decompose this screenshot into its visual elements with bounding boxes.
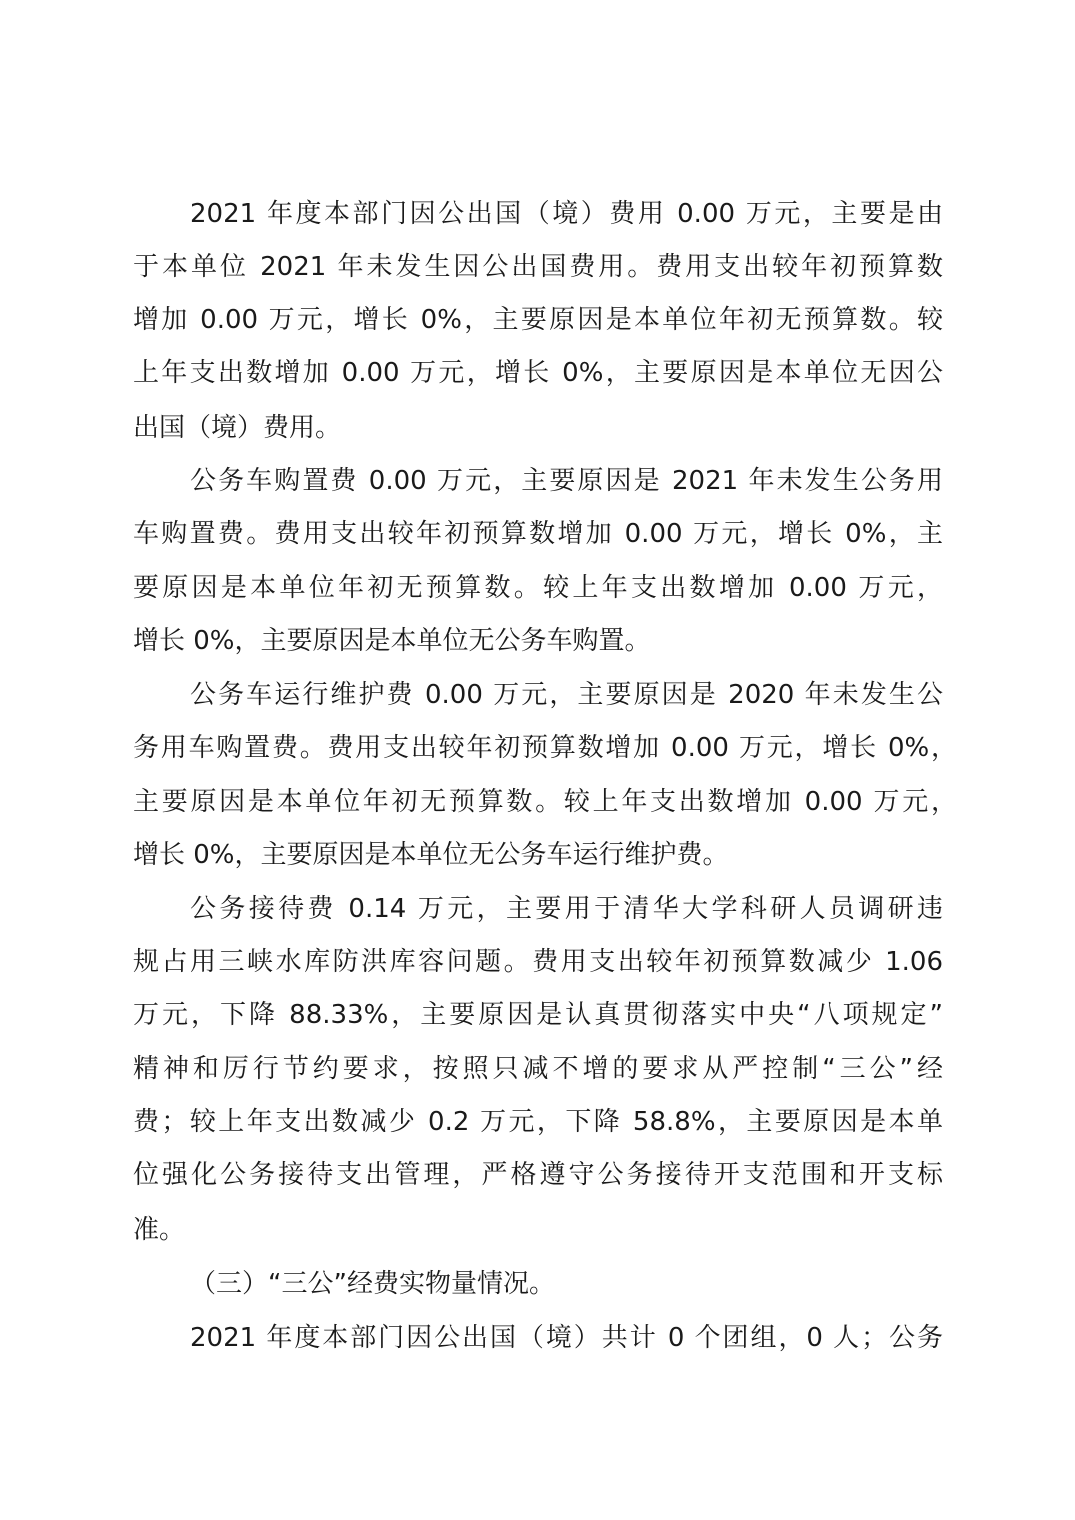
paragraph-4-line-5: 费；较上年支出数减少 0.2 万元，下降 58.8%，主要原因是本单 (133, 1107, 943, 1137)
paragraph-3-line-1: 公务车运行维护费 0.00 万元，主要原因是 2020 年未发生公 (190, 680, 943, 710)
paragraph-1-line-2: 于本单位 2021 年未发生因公出国费用。费用支出较年初预算数 (133, 252, 943, 282)
paragraph-4-line-4: 精神和厉行节约要求，按照只减不增的要求从严控制“三公”经 (133, 1054, 943, 1084)
paragraph-2-line-3: 要原因是本单位年初无预算数。较上年支出数增加 0.00 万元， (133, 573, 943, 603)
paragraph-3-line-3: 主要原因是本单位年初无预算数。较上年支出数增加 0.00 万元， (133, 787, 957, 817)
paragraph-1-line-3: 增加 0.00 万元，增长 0%，主要原因是本单位年初无预算数。较 (133, 305, 943, 335)
paragraph-4-line-7: 准。 (133, 1215, 186, 1245)
paragraph-2-line-4: 增长 0%，主要原因是本单位无公务车购置。 (133, 626, 651, 656)
paragraph-4-line-1: 公务接待费 0.14 万元，主要用于清华大学科研人员调研违 (190, 894, 943, 924)
paragraph-3-line-2: 务用车购置费。费用支出较年初预算数增加 0.00 万元，增长 0%， (133, 733, 957, 763)
paragraph-2-line-2: 车购置费。费用支出较年初预算数增加 0.00 万元，增长 0%，主 (133, 519, 943, 549)
section-heading: （三）“三公”经费实物量情况。 (190, 1269, 555, 1299)
paragraph-1-line-5: 出国（境）费用。 (133, 413, 342, 443)
paragraph-2-line-1: 公务车购置费 0.00 万元，主要原因是 2021 年未发生公务用 (190, 466, 943, 496)
paragraph-4-line-6: 位强化公务接待支出管理，严格遵守公务接待开支范围和开支标 (133, 1160, 943, 1190)
paragraph-4-line-2: 规占用三峡水库防洪库容问题。费用支出较年初预算数减少 1.06 (133, 947, 943, 977)
paragraph-1-line-4: 上年支出数增加 0.00 万元，增长 0%，主要原因是本单位无因公 (133, 358, 943, 388)
paragraph-3-line-4: 增长 0%，主要原因是本单位无公务车运行维护费。 (133, 840, 729, 870)
paragraph-1-line-1: 2021 年度本部门因公出国（境）费用 0.00 万元，主要是由 (190, 199, 943, 229)
paragraph-6-line-1: 2021 年度本部门因公出国（境）共计 0 个团组，0 人；公务 (190, 1323, 943, 1353)
paragraph-4-line-3: 万元，下降 88.33%，主要原因是认真贯彻落实中央“八项规定” (133, 1000, 943, 1030)
